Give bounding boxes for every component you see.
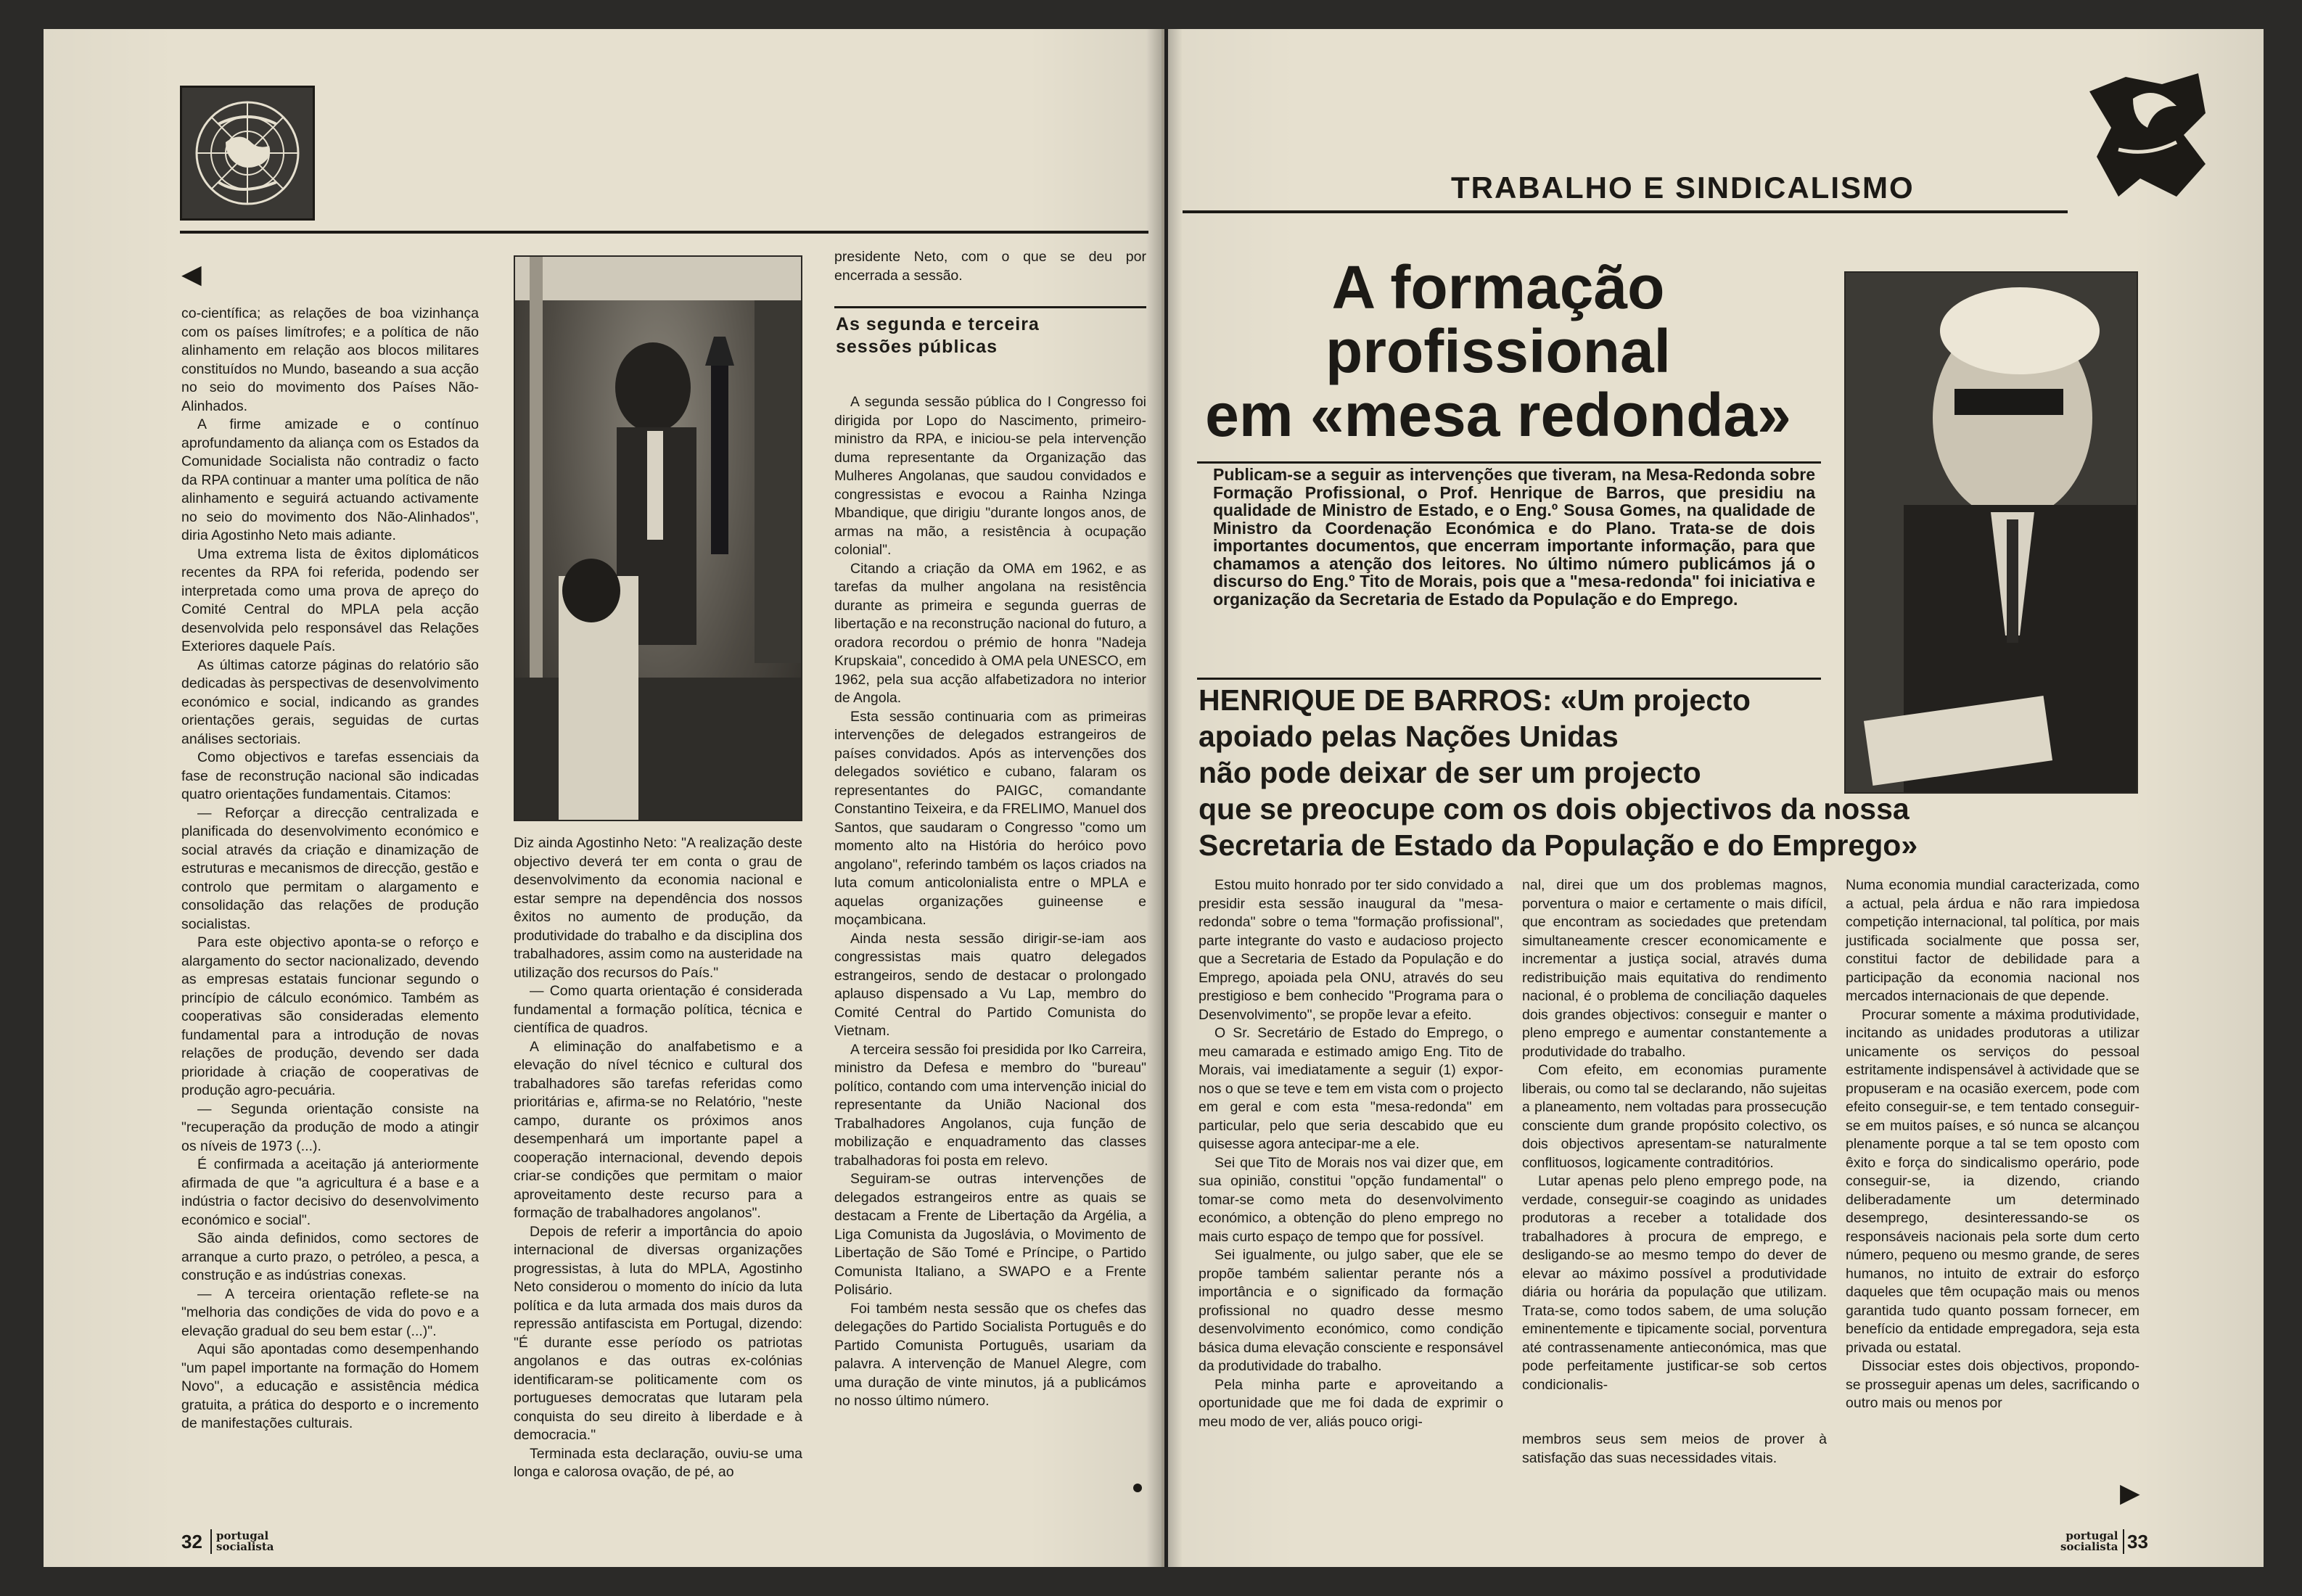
paragraph: Com efeito, em economias puramente liberais, ou como tal se declarando, não sujeitas a planeamento, nem voltadas para prossecução consciente dum grande propósito colectivo, os dois objectivos apresentam-se naturalmente conflituosos, logicamente contraditórios.	[1522, 1062, 1827, 1171]
headline	[1197, 255, 1799, 447]
paragraph: — Segunda orientação consiste na "recuperação da produção de modo a atingir os níveis de 1973 (...).	[181, 1101, 479, 1154]
right-column-3	[1846, 876, 2139, 1413]
folio-number: 32	[181, 1531, 202, 1552]
paragraph: — A terceira orientação reflete-se na "melhoria das condições de vida do povo e a elevação gradual do seu bem estar (...)".	[181, 1286, 479, 1339]
subhead-line: que se preocupe com os dois objectivos da nossa	[1199, 792, 1910, 826]
paragraph: — Como quarta orientação é considerada fundamental a formação política, técnica e científica de quadros.	[514, 983, 802, 1036]
paragraph: Sei que Tito de Morais nos vai dizer que, em sua opinião, constitui "opção fundamental" o tomar-se como meta do desenvolvimento económico, a obtenção do pleno emprego no mais curto espaço de tempo que for possível.	[1199, 1154, 1503, 1245]
paragraph: Seguiram-se outras intervenções de delegados estrangeiros entre as quais se destacam a Frente de Libertação da Argélia, a Liga Comunista da Jugoslávia, o Movimento de Libertação de São Tomé e Príncipe, o Partido Comunista Italiano, a SWAPO e a Frente Polisário.	[834, 1171, 1146, 1298]
paragraph: Numa economia mundial caracterizada, como a actual, pela árdua e não rara impiedosa competição internacional, tal política, por mais justificada socialmente que possa ser, constitui factor de debilidade para a participação da economia nacional nos mercados internacionais de que depende.	[1846, 877, 2139, 1004]
magazine-spread	[29, 29, 2271, 1567]
paragraph: Para este objectivo aponta-se o reforço e alargamento do sector nacionalizado, devendo as empresas estatais funcionar segundo o princípio de cálculo económico. Também as cooperativas são consideradas elemento fundamental para a introdução de novas relações de produção, devendo ser dada prioridade à criação de cooperativas de produção agro-pecuária.	[181, 934, 479, 1098]
headline-line: A formação	[1331, 253, 1665, 321]
subhead-line: Secretaria de Estado da População e do Emprego»	[1199, 828, 1918, 862]
paragraph: nal, direi que um dos problemas magnos, porventura o maior e certamente o mais difícil, que encontram as sociedades que pretendam simultaneamente crescer economicamente e incrementar a justiça social, através duma redistribuição mais equitativa do rendimento nacional, é o problema de conciliação daqueles dois grandes objectivos: conseguir e manter o pleno emprego e aumentar constantemente a produtividade do trabalho.	[1522, 877, 1827, 1060]
end-dot-icon	[1133, 1484, 1142, 1492]
paragraph: co-científica; as relações de boa vizinhança com os países limítrofes; e a política de não alinhamento em relação aos blocos militares constituídos no Mundo, baseando a sua acção no seio do movimento dos Países Não-Alinhados.	[181, 305, 479, 414]
logo-top: portugal	[2065, 1529, 2118, 1542]
arrow-left-icon: ◀	[181, 259, 202, 289]
right-column-2	[1522, 876, 1827, 1468]
right-column-1	[1199, 876, 1503, 1431]
folio-number: 33	[2127, 1531, 2148, 1552]
publication-logo	[216, 1531, 274, 1552]
sessions-heading: As segunda e terceira sessões públicas	[836, 314, 1040, 357]
logo-bottom: socialista	[216, 1540, 274, 1553]
paragraph: É confirmada a aceitação já anteriormente afirmada de que "a agricultura é a base e a indústria o factor decisivo do desenvolvimento económico e social".	[181, 1156, 479, 1228]
article-subhead	[1199, 682, 1917, 863]
paragraph: Diz ainda Agostinho Neto: "A realização deste objectivo deverá ter em conta o grau de desenvolvimento da economia nacional e estar sempre na dependência dos nossos êxitos no aumento de produção, da produtividade do trabalho e da disciplina dos trabalhadores, assim como na austeridade na utilização dos recursos do País."	[514, 835, 802, 981]
subhead-line: HENRIQUE DE BARROS: «Um projecto	[1199, 683, 1751, 717]
paragraph: — Reforçar a direcção centralizada e planificada do desenvolvimento económico e social através da criação e dinamização de estruturas e mecanismos de direcção, gestão e controlo que permitam o alargamento e consolidação das relações de produção socialistas.	[181, 805, 479, 932]
paragraph: Pela minha parte e aproveitando a oportunidade que me foi dada de exprimir o meu modo de ver, aliás pouco origi-	[1199, 1376, 1503, 1430]
logo-bottom: socialista	[2060, 1540, 2118, 1553]
subhead-line: apoiado pelas Nações Unidas	[1199, 720, 1619, 753]
paragraph: Estou muito honrado por ter sido convidado a presidir esta sessão inaugural da "mesa-redonda" sobre o tema "formação profissional", parte integrante do vasto e audacioso projecto que a Secretaria de Estado da População e do Emprego, apoiada pela ONU, através do seu prestigioso e bem conhecido "Programa para o Desenvolvimento", se propõe levar a efeito.	[1199, 877, 1503, 1023]
globe-emblem-icon	[180, 86, 315, 221]
paragraph: A segunda sessão pública do I Congresso foi dirigida por Lopo do Nascimento, primeiro-ministro da RPA, e iniciou-se pela intervenção duma representante da Organização das Mulheres Angolanas, que saudou convidados e congressistas e evocou a Rainha Nzinga Mbandique, que dirigiu "durante longos anos, de armas na mão, a resistência à ocupação colonial".	[834, 394, 1146, 558]
paragraph: Uma extrema lista de êxitos diplomáticos recentes da RPA foi referida, podendo ser interpretada como uma prova de apreço do Comité Central do MPLA pela acção desenvolvida pelo responsável das Relações Exteriores daquele País.	[181, 546, 479, 654]
paragraph: Ainda nesta sessão dirigir-se-iam aos congressistas mais quatro delegados estrangeiros, sendo de destacar o prolongado aplauso dispensado a Vu Lap, membro do Comité Central do Partido Comunista do Vietnam.	[834, 930, 1146, 1039]
paragraph: Terminada esta declaração, ouviu-se uma longa e calorosa ovação, de pé, ao	[514, 1445, 802, 1480]
photo-agostinho-neto	[514, 255, 802, 821]
paragraph: Como objectivos e tarefas essenciais da fase de reconstrução nacional são indicadas quatro orientações fundamentais. Citamos:	[181, 749, 479, 802]
paragraph: membros seus sem meios de prover à satisfação das suas necessidades vitais.	[1522, 1431, 1827, 1466]
publication-logo	[2060, 1531, 2118, 1552]
paragraph: Depois de referir a importância do apoio internacional de diversas organizações progressistas, à luta do MPLA, Agostinho Neto considerou o momento do início da luta política e da luta armada dos mais duros da repressão antifascista em Portugal, dizendo: "É durante esse período os patriotas angolanos e das outras ex-colónias identificaram-se politicamente com os portugueses democratas que lutaram pela conquista do seu direito à liberdade e à democracia."	[514, 1223, 802, 1443]
logo-top: portugal	[216, 1529, 269, 1542]
left-column-3	[834, 393, 1146, 1411]
lead-paragraph: Publicam-se a seguir as intervenções que tiveram, na Mesa-Redonda sobre Formação Profissional, o Prof. Henrique de Barros, que presidiu na qualidade de Ministro de Estado, e o Eng.º Sousa Gomes, na qualidade de Ministro da Coordenação Económica e do Plano. Trata-se de dois importantes documentos, que encerram importante informação, para que chamamos a atenção dos leitores. No último número publicámos já o discurso do Eng.º Tito de Morais, pois que a "mesa-redonda" foi iniciativa e organização da Secretaria de Estado da População e do Emprego.	[1213, 465, 1815, 609]
paragraph: Foi também nesta sessão que os chefes das delegações do Partido Socialista Português e do Partido Comunista Português, usariam da palavra. A intervenção de Manuel Alegre, com uma duração de vinte minutos, já a publicámos no nosso último número.	[834, 1300, 1146, 1409]
header-rule	[1183, 210, 2068, 213]
paragraph: A firme amizade e o contínuo aprofundamento da aliança com os Estados da Comunidade Socialista não contradiz o facto da RPA continuar a manter uma política de não alinhamento e seguirá actuando activamente no seio do movimento dos Não-Alinhados", diria Agostinho Neto mais adiante.	[181, 416, 479, 543]
paragraph: São ainda definidos, como sectores de arranque a curto prazo, o petróleo, a pesca, a construção e as indústrias conexas.	[181, 1230, 479, 1283]
paragraph: As últimas catorze páginas do relatório são dedicadas às perspectivas de desenvolvimento económico e social, indicando as grandes orientações gerais, seguidas de curtas análises sectoriais.	[181, 657, 479, 747]
headline-rule	[1197, 461, 1821, 464]
map-dove-emblem-icon	[2075, 70, 2213, 200]
header-rule	[180, 231, 1148, 234]
paragraph: presidente Neto, com o que se deu por encerrada a sessão.	[834, 249, 1146, 284]
paragraph: Dissociar estes dois objectivos, propondo-se prosseguir apenas um deles, sacrificando o outro mais ou menos por	[1846, 1358, 2139, 1411]
headline-line: profissional	[1325, 317, 1672, 385]
left-column-3-top	[834, 248, 1146, 285]
arrow-right-icon: ▶	[2120, 1478, 2140, 1507]
left-column-1	[181, 305, 479, 1433]
section-label: TRABALHO E SINDICALISMO	[1451, 170, 1915, 205]
paragraph: Esta sessão continuaria com as primeiras intervenções de delegados estrangeiros de países convidados. Após as intervenções dos delegados soviético e cubano, falaram os representantes do PAIGC, comandante Constantino Teixeira, e da FRELIMO, Manuel dos Santos, que saudaram o Congresso "como um momento alto na História do heróico povo angolano", referindo também os laços criados na luta comum anticolonialista entre o MPLA e aquelas organizações guineense e moçambicana.	[834, 708, 1146, 928]
paragraph: Procurar somente a máxima produtividade, incitando as unidades produtoras a utilizar unicamente os serviços do pessoal estritamente indispensável à actividade que se propuseram e na ocasião exercem, pode com efeito conseguir-se, e tem tentado conseguir-se em muitos países, e só nunca se alcançou plenamente porque a tal se tem oposto com êxito e força do sindicalismo operário, pode conseguir-se, ia dizendo, criando deliberadamente um determinado desemprego, desinteressando-se os responsáveis nacionais pela sorte dum certo número, pequeno ou mesmo grande, de seres humanos, no intuito de extrair do esforço daqueles que têm ocupação mais ou menos garantida tudo quanto possam fornecer, em benefício da entidade empregadora, seja esta privada ou estatal.	[1846, 1006, 2139, 1356]
section-rule	[834, 306, 1146, 308]
right-page	[1168, 29, 2264, 1567]
folio-rule	[210, 1529, 212, 1554]
left-column-2	[514, 834, 802, 1482]
lead-rule	[1197, 678, 1821, 680]
paragraph: O Sr. Secretário de Estado do Emprego, o meu camarada e estimado amigo Eng. Tito de Morais, vai imediatamente a seguir (1) expor-nos o que se teve e tem em vista com o projecto em geral e com esta "mesa-redonda" em particular, pelo que seria descabido que eu quisesse agora antecipar-me a ele.	[1199, 1025, 1503, 1152]
subhead-line: não pode deixar de ser um projecto	[1199, 756, 1701, 789]
headline-line: em «mesa redonda»	[1205, 381, 1791, 449]
paragraph: Sei igualmente, ou julgo saber, que ele se propõe também salientar perante nós a importância e o significado da formação profissional no quadro desse mesmo desenvolvimento económico, como condição básica duma elevação consciente e responsável da produtividade do trabalho.	[1199, 1247, 1503, 1374]
paragraph: Aqui são apontadas como desempenhando "um papel importante na formação do Homem Novo", a educação e assistência médica gratuita, a prática do desporto e o incremento de manifestações culturais.	[181, 1341, 479, 1431]
paragraph: A terceira sessão foi presidida por Iko Carreira, ministro da Defesa e membro do "bureau" político, contando com uma intervenção inicial do representante da União Nacional dos Trabalhadores Angolanos, cuja função de mobilização e enquadramento das classes trabalhadoras foi posta em relevo.	[834, 1041, 1146, 1169]
paragraph: Lutar apenas pelo pleno emprego pode, na verdade, conseguir-se coagindo as unidades produtoras a receber a totalidade dos trabalhadores à procura de emprego, e desligando-se ao mesmo tempo do dever de elevar ao máximo possível a produtividade diária ou horária da população que utilizam. Trata-se, como todos sabem, de uma solução eminentemente e tipicamente social, porventura até contrassenamente antieconómica, mas que pode perfeitamente justificar-se sob certos condicionalis-	[1522, 1173, 1827, 1393]
paragraph: A eliminação do analfabetismo e a elevação do nível técnico e cultural dos trabalhadores são tarefas referidas como prioritárias e, afirma-se no Relatório, "neste campo, durante os próximos anos desempenhará um importante papel a cooperação internacional, devendo depois criar-se condições que permitam o maior aproveitamento deste recurso para a formação de trabalhadores angolanos".	[514, 1038, 802, 1221]
paragraph: Citando a criação da OMA em 1962, e as tarefas da mulher angolana na resistência durante as primeira e segunda guerras de libertação e na reconstrução nacional do futuro, a oradora recordou o prémio de honra "Nadeja Krupskaia", concedido à OMA pela UNESCO, em 1962, pela sua acção alfabetizadora no interior de Angola.	[834, 560, 1146, 706]
folio-rule	[2123, 1529, 2124, 1554]
left-page	[44, 29, 1164, 1567]
